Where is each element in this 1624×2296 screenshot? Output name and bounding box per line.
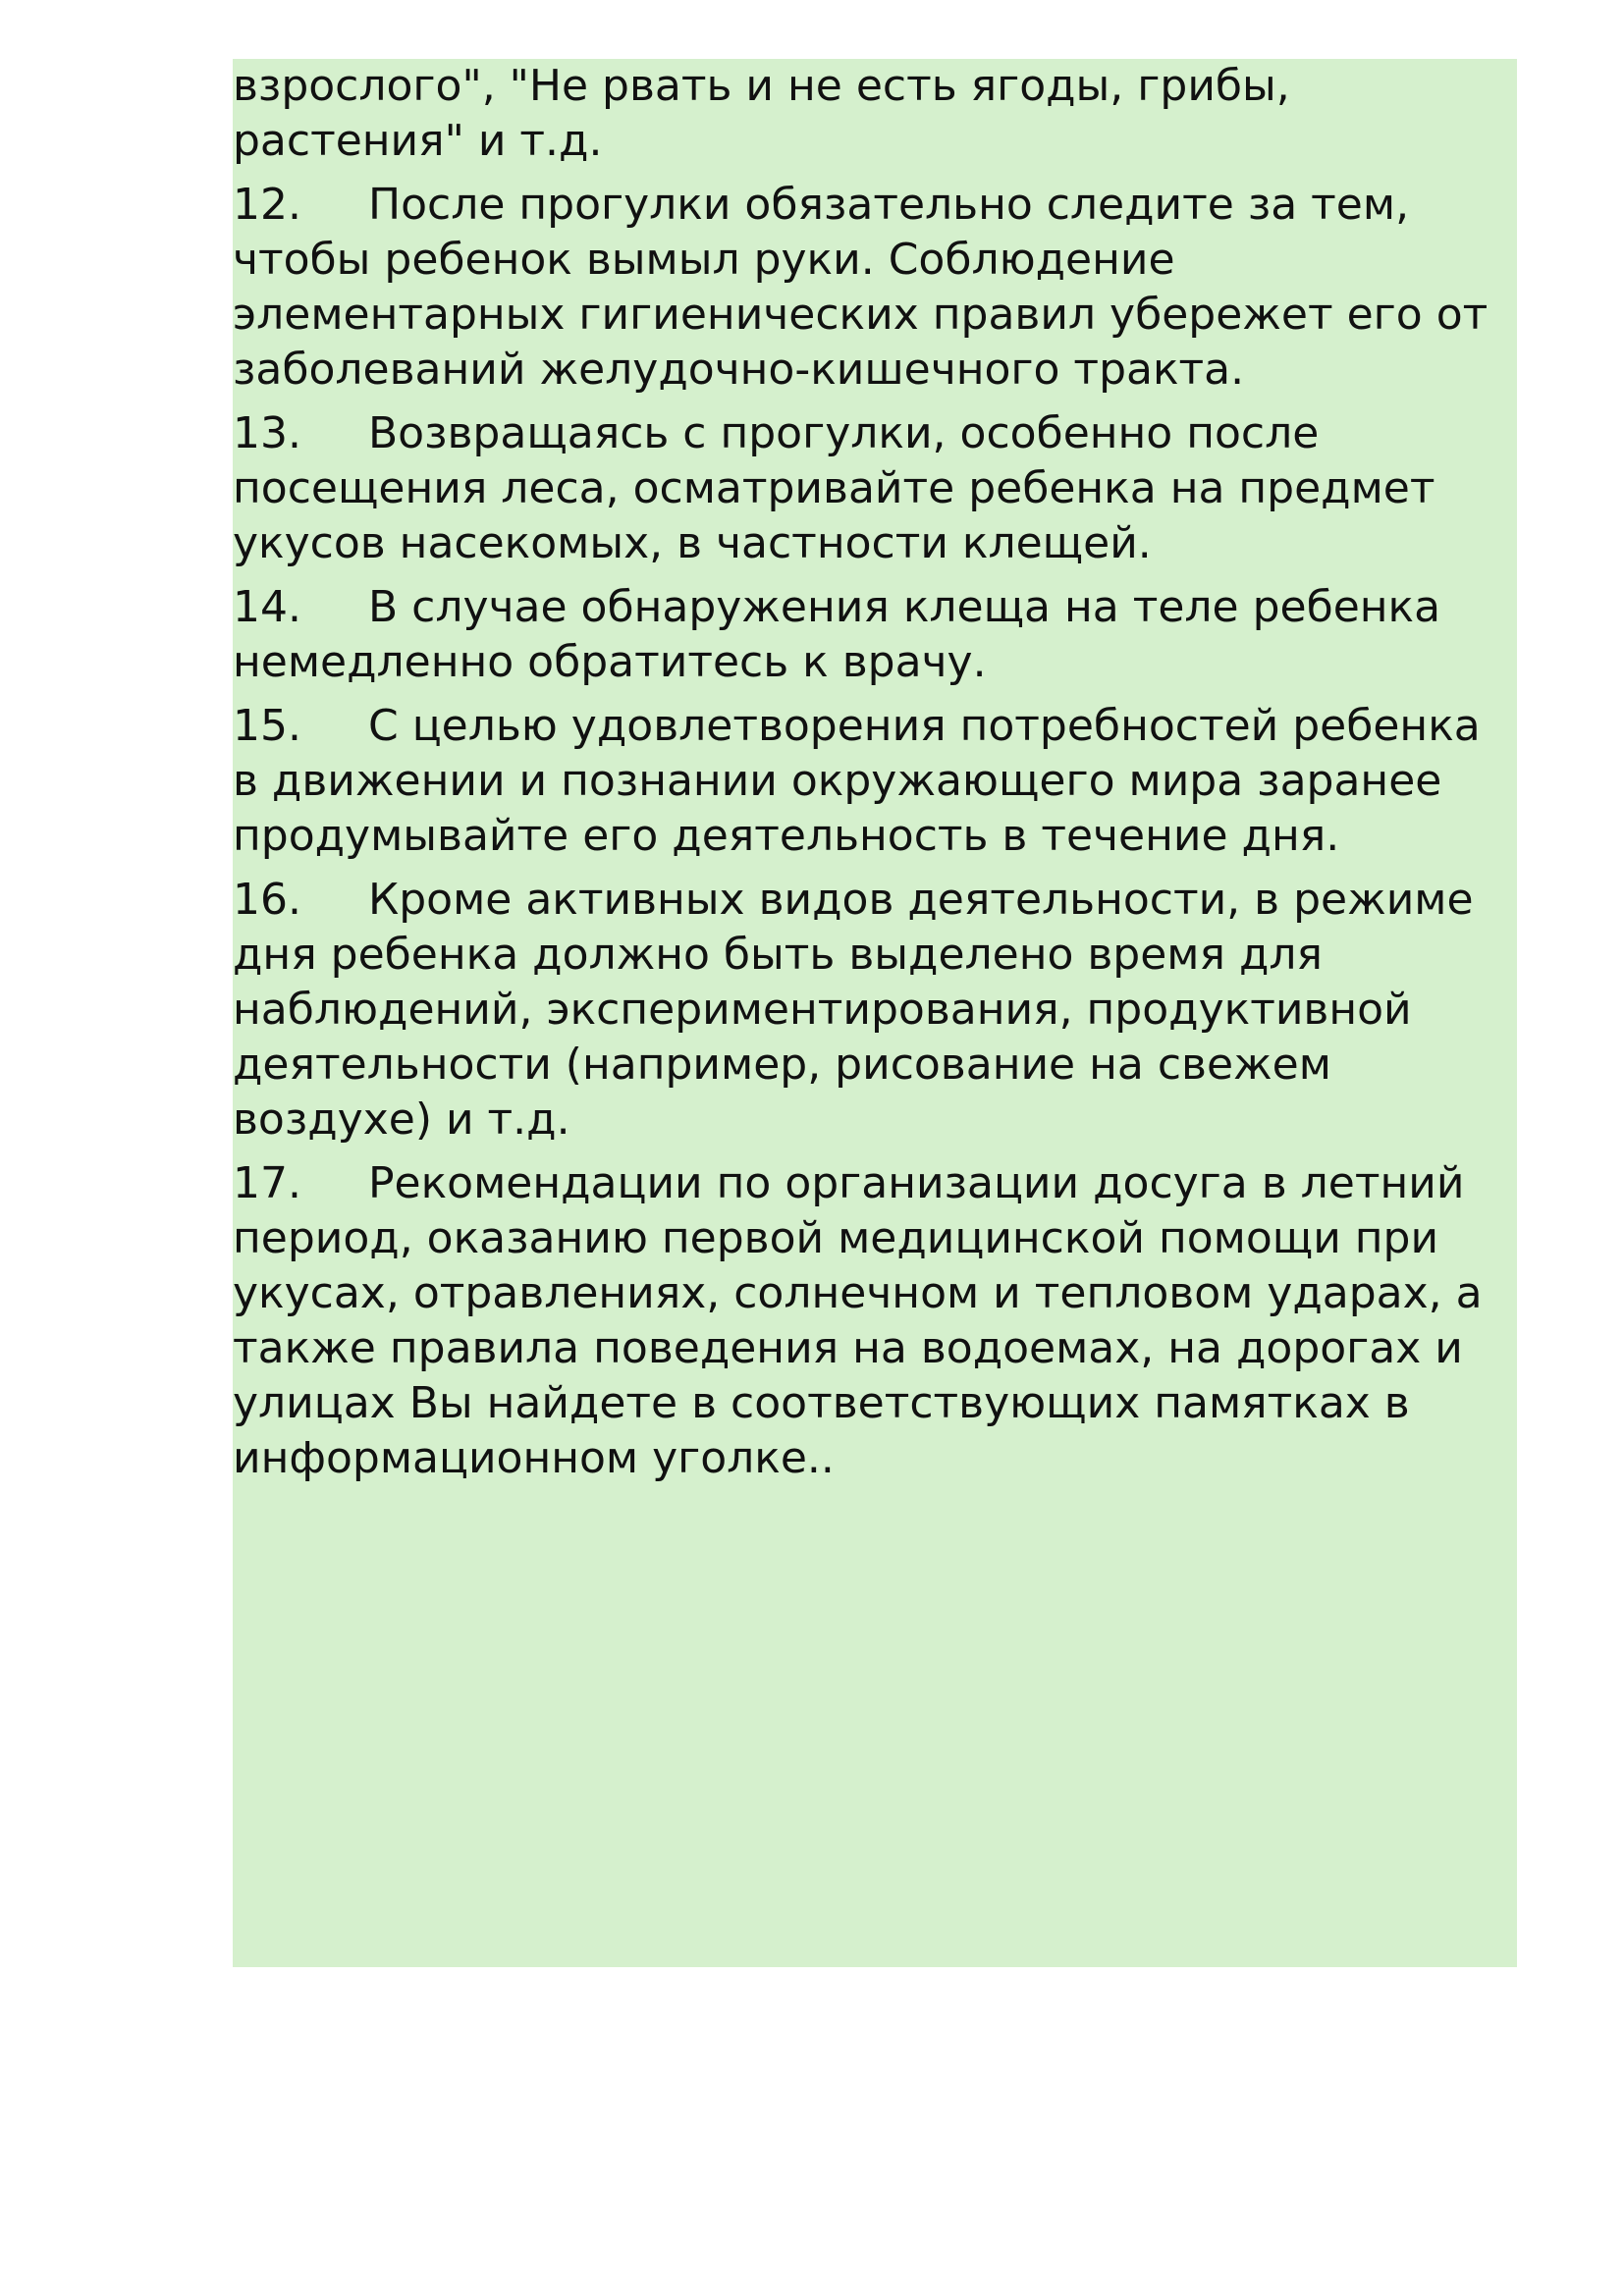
item-text: Кроме активных видов деятельности, в режиме дня ребенка должно быть выделено время для наблюдений, экспериментирования, продуктивной деятельности (например, рисование на свежем воздухе) и т.д. — [233, 875, 1474, 1145]
list-item — [233, 178, 1517, 398]
item-number: 17. — [233, 1158, 301, 1208]
item-number: 16. — [233, 875, 301, 925]
list-item — [233, 1156, 1517, 1486]
item-number: 15. — [233, 701, 301, 751]
list-item — [233, 406, 1517, 571]
item-number: 14. — [233, 582, 301, 632]
item-text: Возвращаясь с прогулки, особенно после посещения леса, осматривайте ребенка на предмет укусов насекомых, в частности клещей. — [233, 408, 1435, 568]
item-text: Рекомендации по организации досуга в летний период, оказанию первой медицинской помощи при укусах, отравлениях, солнечном и тепловом ударах, а также правила поведения на водоемах, на дорогах и улицах Вы найдете в соответствующих памятках в информационном уголке.. — [233, 1158, 1483, 1483]
item-text: В случае обнаружения клеща на теле ребенка немедленно обратитесь к врачу. — [233, 582, 1441, 687]
item-number: 12. — [233, 180, 301, 230]
list-item — [233, 699, 1517, 864]
list-item — [233, 873, 1517, 1148]
list-item — [233, 580, 1517, 690]
item-text: С целью удовлетворения потребностей ребенка в движении и познании окружающего мира заранее продумывайте его деятельность в течение дня. — [233, 701, 1481, 861]
item-text: После прогулки обязательно следите за тем, чтобы ребенок вымыл руки. Соблюдение элементарных гигиенических правил убережет его от заболеваний желудочно-кишечного тракта. — [233, 180, 1489, 395]
item-number: 13. — [233, 408, 301, 458]
intro-paragraph: взрослого", "Не рвать и не есть ягоды, грибы, растения" и т.д. — [233, 61, 1290, 166]
document-body — [233, 59, 1517, 1495]
